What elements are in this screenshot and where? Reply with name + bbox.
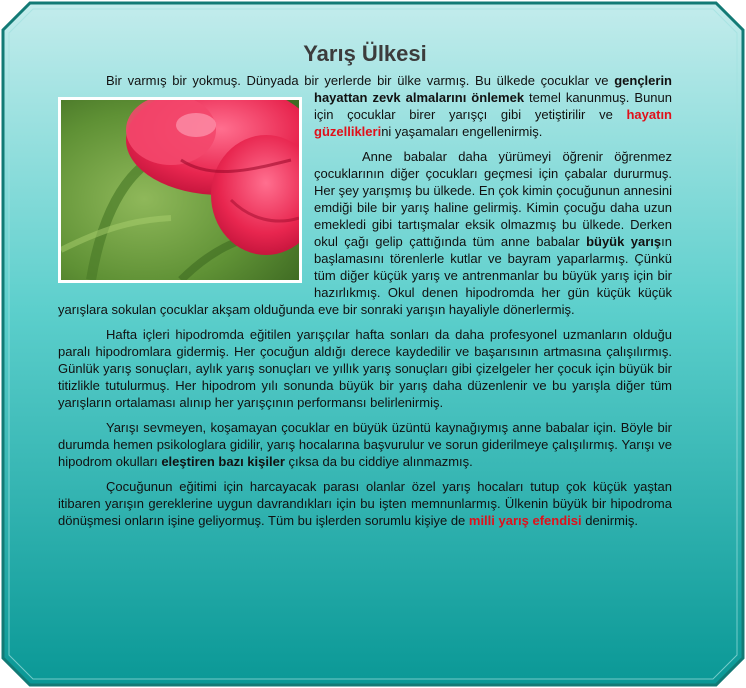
p4-text-1: Yarışı sevmeyen, koşamayan çocuklar en büyük üzüntü kaynağıymış anne babalar için. Böyle bir durumda hemen psikologlara gidilir, yarış hocalarına başvurulur ve sorun giderilmeye çalışılırmış. Yarışı ve hipodrom okulları [58, 420, 672, 469]
red-rose-photo [58, 97, 302, 283]
p5-text-1: Çocuğunun eğitimi için harcayacak parası olanlar özel yarış hocaları tutup çok küçük yaştan itibaren yarışın gereklerine uygun davrandıkları için bu işten memnunlarmış. Ülkenin büyük bir hipodroma dönüşmesi onların işine geliyormuş. Tüm bu işlerden sorumlu kişiye de [58, 479, 672, 528]
article [58, 40, 672, 537]
p1-red-phrase: hayatın güzellikleri [314, 107, 672, 139]
p1-text-2: temel kanunmuş. Bunun için çocuklar birer yarışçı gibi yetiştirilir ve [314, 90, 672, 122]
paragraph-1 [58, 72, 672, 140]
p4-text-2: çıksa da bu ciddiye alınmazmış. [284, 454, 473, 469]
paragraph-3 [58, 326, 672, 411]
p4-bold-phrase: eleştiren bazı kişiler [161, 454, 285, 469]
p2-text-2: ın başlamasını törenlerle kutlar ve bayram yaparlarmış. Çünkü tüm diğer küçük yarış ve antrenmanlar bu büyük yarış için bir hazırlıkmış. Okul denen hipodromda her gün küçük küçük yarışlara sokulan çocuklar akşam olduğunda eve bir sonraki yarışın hayaliyle dönerlermiş. [58, 234, 672, 317]
page-title: Yarış Ülkesi [303, 41, 427, 66]
p2-text-1: Anne babalar daha yürümeyi öğrenir öğrenmez çocuklarının diğer çocukları geçmesi için çabalar dururmuş. Her şey yarışmış bu ülkede. En çok kimin çocuğunun annesini emdiği bile bir yarış haline gelirmiş. Kimin çocuğu daha uzun emekledi gibi tartışmalar eksik olmazmış bu ülkede. Derken okul çağı gelip çattığında tüm anne babalar [314, 149, 672, 249]
p5-red-phrase: milli yarış efendisi [468, 513, 582, 528]
p1-text-1: Bir varmış bir yokmuş. Dünyada bir yerlerde bir ülke varmış. Bu ülkede çocuklar ve [106, 73, 615, 88]
p3-text-1: Hafta içleri hipodromda eğitilen yarışçılar hafta sonları da daha profesyonel uzmanların olduğu paralı hipodromlara gidermiş. Her çocuğun aldığı derece kaydedilir ve başarısının artmasına çalışılırmış. Günlük yarış sonuçları, aylık yarış sonuçları ve yıllık yarış sonuçları gibi çizelgeler her çocuk için büyük bir titizlikle tutulurmuş. Her hipodrom yılı sonunda büyük bir yarış daha düzenlenir ve bu yarışla diğer tüm yarışların ortalaması alınıp her yarışçının performansı belirlenirmiş. [58, 327, 672, 410]
paragraph-4 [58, 419, 672, 470]
p1-bold-phrase: gençlerin hayattan zevk almalarını önlemek [314, 73, 672, 105]
p2-bold-phrase: büyük yarış [586, 234, 662, 249]
p1-text-3: ni yaşamaları engellenirmiş. [381, 124, 543, 139]
paragraph-5 [58, 478, 672, 529]
p5-text-2: denirmiş. [581, 513, 638, 528]
